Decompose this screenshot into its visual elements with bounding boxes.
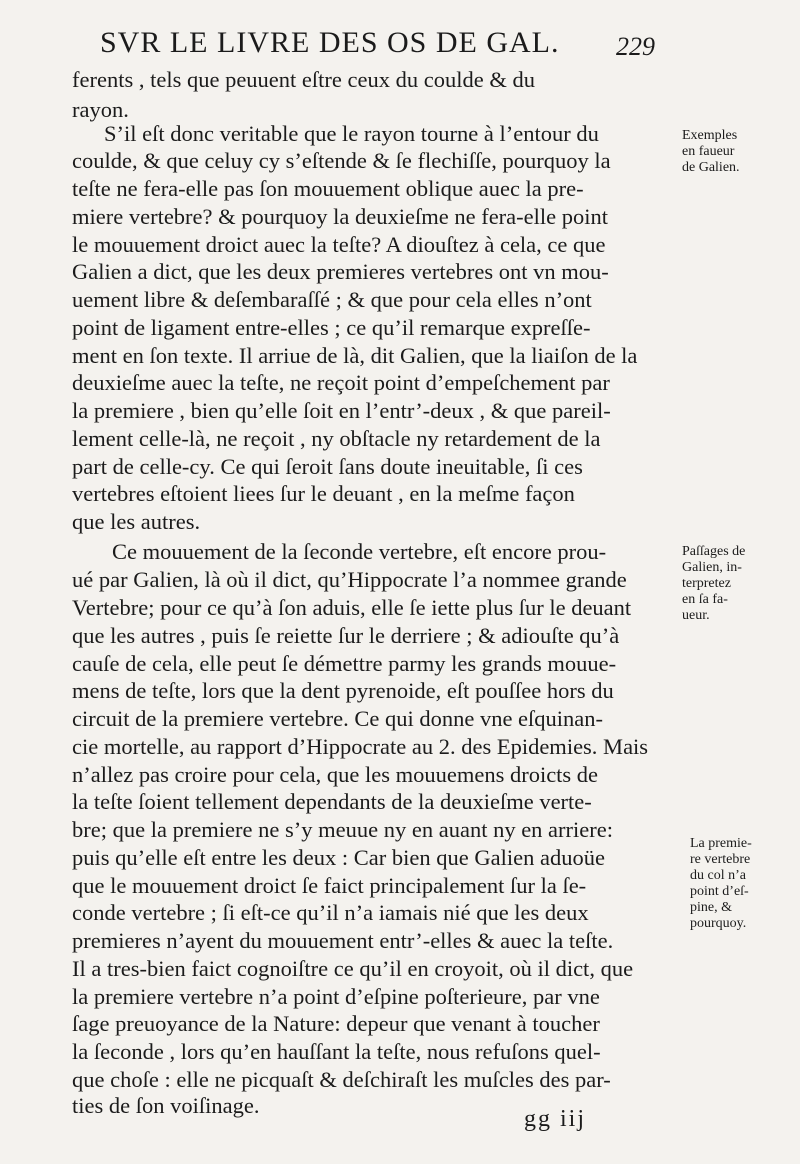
text-line: la premiere vertebre n’a point d’eſpine poſterieure, par vne xyxy=(72,984,600,1009)
text-line: cauſe de cela, elle peut ſe démettre parmy les grands mouue- xyxy=(72,651,617,676)
text-line: Galien a dict, que les deux premieres vertebres ont vn mou- xyxy=(72,259,609,284)
text-line: que les autres. xyxy=(72,509,201,534)
text-line: cie mortelle, au rapport d’Hippocrate au 2. des Epidemies. Mais xyxy=(72,734,649,759)
margin-note-line: en faueur xyxy=(682,144,735,159)
text-line: ment en ſon texte. Il arriue de là, dit Galien, que la liaiſon de la xyxy=(72,343,638,368)
margin-note-line: pourquoy. xyxy=(690,916,747,931)
margin-note-line: en ſa fa- xyxy=(682,592,728,607)
text-line: point de ligament entre-elles ; ce qu’il remarque expreſſe- xyxy=(72,315,591,340)
text-line: le mouuement droict auec la teſte? A diouſtez à cela, ce que xyxy=(72,232,606,257)
text-line: teſte ne fera-elle pas ſon mouuement oblique auec la pre- xyxy=(72,176,584,201)
margin-note-line: point d’eſ- xyxy=(690,884,749,899)
margin-note-line: pine, & xyxy=(690,900,732,915)
margin-note-line: ueur. xyxy=(682,608,710,623)
margin-note-line: de Galien. xyxy=(682,160,740,175)
page-number: 229 xyxy=(616,32,655,61)
running-title: SVR LE LIVRE DES OS DE GAL. xyxy=(100,26,560,59)
text-line: n’allez pas croire pour cela, que les mouuemens droicts de xyxy=(72,762,599,787)
margin-note-passages xyxy=(682,544,745,624)
text-line: mens de teſte, lors que la dent pyrenoide, eſt pouſſee hors du xyxy=(72,678,614,703)
text-line: la premiere , bien qu’elle ſoit en l’entr’-deux , & que pareil- xyxy=(72,398,611,423)
text-line: que choſe : elle ne picquaſt & deſchiraſt les muſcles des par- xyxy=(72,1067,611,1092)
text-line: puis qu’elle eſt entre les deux : Car bien que Galien aduoüe xyxy=(72,845,605,870)
text-line: la teſte ſoient tellement dependants de la deuxieſme verte- xyxy=(72,789,592,814)
margin-note-line: Exemples xyxy=(682,128,738,143)
text-line: Il a tres-bien faict cognoiſtre ce qu’il en croyoit, où il dict, que xyxy=(72,956,634,981)
margin-note-line: du col n’a xyxy=(690,868,746,883)
text-line: ſage preuoyance de la Nature: depeur que venant à toucher xyxy=(72,1011,600,1036)
text-line: conde vertebre ; ſi eſt-ce qu’il n’a iamais nié que les deux xyxy=(72,900,589,925)
text-line: la ſeconde , lors qu’en hauſſant la teſte, nous refuſons quel- xyxy=(72,1039,601,1064)
signature-mark: gg iij xyxy=(524,1106,587,1132)
text-line: ties de ſon voiſinage. xyxy=(72,1093,260,1118)
text-line: premieres n’ayent du mouuement entr’-elles & auec la teſte. xyxy=(72,928,614,953)
text-line: ferents , tels que peuuent eſtre ceux du coulde & du xyxy=(72,67,535,92)
text-line: circuit de la premiere vertebre. Ce qui donne vne eſquinan- xyxy=(72,706,604,731)
text-line: vertebres eſtoient liees ſur le deuant , en la meſme façon xyxy=(72,481,575,506)
margin-note-line: terpretez xyxy=(682,576,731,591)
margin-note-line: Galien, in- xyxy=(682,560,742,575)
text-line: bre; que la premiere ne s’y meuue ny en auant ny en arriere: xyxy=(72,817,613,842)
margin-note-exemples xyxy=(682,128,740,176)
text-line: rayon. xyxy=(72,97,129,122)
text-line: coulde, & que celuy cy s’eſtende & ſe flechiſſe, pourquoy la xyxy=(72,148,611,173)
text-line: deuxieſme auec la teſte, ne reçoit point d’empeſchement par xyxy=(72,370,610,395)
text-line: Ce mouuement de la ſeconde vertebre, eſt encore prou- xyxy=(112,539,607,564)
text-line: uement libre & deſembaraſſé ; & que pour cela elles n’ont xyxy=(72,287,592,312)
text-line: Vertebre; pour ce qu’à ſon aduis, elle ſe iette plus ſur le deuant xyxy=(72,595,632,620)
text-line: que les autres , puis ſe reiette ſur le derriere ; & adiouſte qu’à xyxy=(72,623,620,648)
text-line: que le mouuement droict ſe faict principalement ſur la ſe- xyxy=(72,873,587,898)
margin-note-line: Paſſages de xyxy=(682,544,746,559)
text-line: miere vertebre? & pourquoy la deuxieſme ne fera-elle point xyxy=(72,204,609,229)
margin-note-line: re vertebre xyxy=(690,852,751,867)
text-line: lement celle-là, ne reçoit , ny obſtacle ny retardement de la xyxy=(72,426,601,451)
margin-note-line: La premie- xyxy=(690,836,752,851)
text-line: part de celle-cy. Ce qui ſeroit ſans doute ineuitable, ſi ces xyxy=(72,454,583,479)
margin-note-premiere-vertebre xyxy=(690,836,752,932)
text-line: ué par Galien, là où il dict, qu’Hippocrate l’a nommee grande xyxy=(72,567,627,592)
text-line: S’il eſt donc veritable que le rayon tourne à l’entour du xyxy=(104,121,599,146)
